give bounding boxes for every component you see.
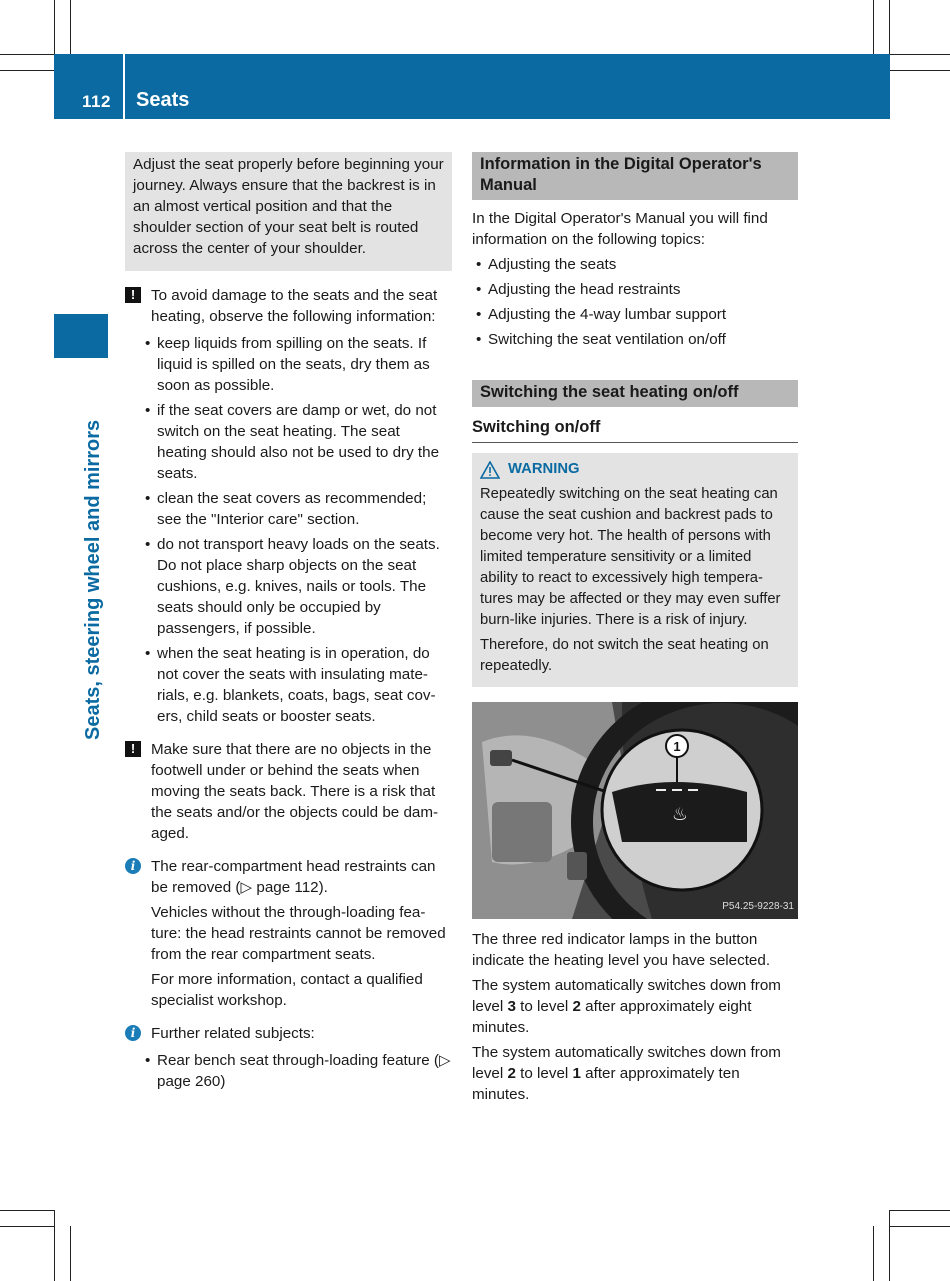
topic-item: • Adjusting the seats: [472, 254, 798, 275]
exclamation-icon: !: [125, 287, 141, 303]
interior-illustration: [472, 702, 798, 919]
related-note: [125, 1023, 452, 1092]
topics-list: [472, 254, 798, 350]
svg-text:♨: ♨: [671, 804, 689, 825]
info-note: [125, 856, 452, 1011]
crop-mark: [873, 0, 874, 54]
crop-mark: [54, 1210, 55, 1281]
chapter-tab: [54, 314, 108, 358]
crop-mark: [889, 1210, 890, 1281]
list-item: • keep liquids from spilling on the seats. If liquid is spilled on the seats, dry them as soon as possible.: [141, 333, 452, 396]
damage-note: [125, 285, 452, 727]
section-heading: Information in the Digital Operator's Manual: [472, 152, 798, 200]
exclamation-icon: !: [125, 741, 141, 757]
intro-box: [125, 152, 452, 271]
header-divider: [123, 54, 125, 119]
body-text: The system automatically switches down from level 2 to level 1 after approximately ten minutes.: [472, 1044, 781, 1103]
figure-code: P54.25-9228-31: [722, 901, 794, 912]
info-text: Vehicles without the through-loading fea-ture: the head restraints cannot be removed from the rear compartment seats.: [151, 904, 446, 963]
info-icon: i: [125, 1025, 141, 1041]
left-column: [125, 152, 452, 1096]
warning-icon: [480, 461, 500, 479]
info-text: The rear-compartment head restraints can be removed (▷ page 112).: [151, 858, 436, 896]
topic-item: • Adjusting the 4-way lumbar support: [472, 304, 798, 325]
crop-mark: [890, 1226, 950, 1227]
related-list: [141, 1050, 452, 1092]
list-item: • when the seat heating is in operation, do not cover the seats with insulating mate-rials, e.g. blankets, coats, bags, seat cov-ers, child seats or booster seats.: [141, 643, 452, 727]
list-item: • clean the seat covers as recommended; see the "Interior care" section.: [141, 488, 452, 530]
body-text: The three red indicator lamps in the button indicate the heating level you have selected.: [472, 931, 771, 969]
info-text: For more information, contact a qualified specialist workshop.: [151, 971, 423, 1009]
crop-mark: [890, 54, 950, 55]
warning-title: [480, 459, 790, 480]
chapter-title: Seats: [136, 89, 190, 111]
warning-title-text: WARNING: [508, 461, 580, 477]
related-link[interactable]: • Rear bench seat through-loading feature (▷ page 260): [141, 1050, 452, 1092]
note-list: [141, 333, 452, 727]
subheading: Switching on/off: [472, 417, 798, 443]
list-item: • if the seat covers are damp or wet, do not switch on the seat heating. The seat heating should also not be used to dry the seats.: [141, 400, 452, 484]
intro-text: Adjust the seat properly before beginning your journey. Always ensure that the backrest is in an almost vertical position and that the shoulder section of your seat belt is routed across the center of your shoulder.: [133, 156, 444, 257]
right-column: [472, 152, 798, 1109]
body-text: The system automatically switches down from level 3 to level 2 after approximately eight minutes.: [472, 977, 781, 1036]
topic-item: • Switching the seat ventilation on/off: [472, 329, 798, 350]
crop-mark: [0, 70, 54, 71]
warning-box: [472, 453, 798, 687]
footwell-note: [125, 739, 452, 844]
crop-mark: [0, 1210, 54, 1211]
warning-text: Repeatedly switching on the seat heating can cause the seat cushion and backrest pads to become very hot. The health of persons with limited temperature sensitivity or a limited ability to react to excessively high tempera-tures may be affected or they may even suffer burn-like injuries. There is a risk of injury.: [480, 486, 781, 628]
page-number: 112: [82, 92, 111, 111]
info-icon: i: [125, 858, 141, 874]
crop-mark: [889, 0, 890, 54]
side-chapter-label: Seats, steering wheel and mirrors: [82, 419, 104, 740]
warning-text: Therefore, do not switch the seat heating on repeatedly.: [480, 637, 769, 674]
crop-mark: [873, 1226, 874, 1281]
crop-mark: [0, 1226, 54, 1227]
callout-number: 1: [673, 739, 681, 754]
seat-heating-figure: [472, 702, 798, 919]
section-heading: Switching the seat heating on/off: [472, 380, 798, 407]
crop-mark: [70, 1226, 71, 1281]
section-intro: In the Digital Operator's Manual you will find information on the following topics:: [472, 210, 768, 248]
crop-mark: [890, 70, 950, 71]
note-text: To avoid damage to the seats and the seat heating, observe the following information:: [151, 287, 438, 325]
related-text: Further related subjects:: [151, 1025, 315, 1042]
list-item: • do not transport heavy loads on the seats. Do not place sharp objects on the seat cushions, e.g. knives, nails or tools. The seats should only be occupied by passengers, if possible.: [141, 534, 452, 639]
crop-mark: [70, 0, 71, 54]
topic-item: • Adjusting the head restraints: [472, 279, 798, 300]
crop-mark: [890, 1210, 950, 1211]
crop-mark: [54, 0, 55, 54]
note-text: Make sure that there are no objects in the footwell under or behind the seats when moving the seats back. There is a risk that the seats and/or the objects could be dam-aged.: [151, 741, 439, 842]
crop-mark: [0, 54, 54, 55]
